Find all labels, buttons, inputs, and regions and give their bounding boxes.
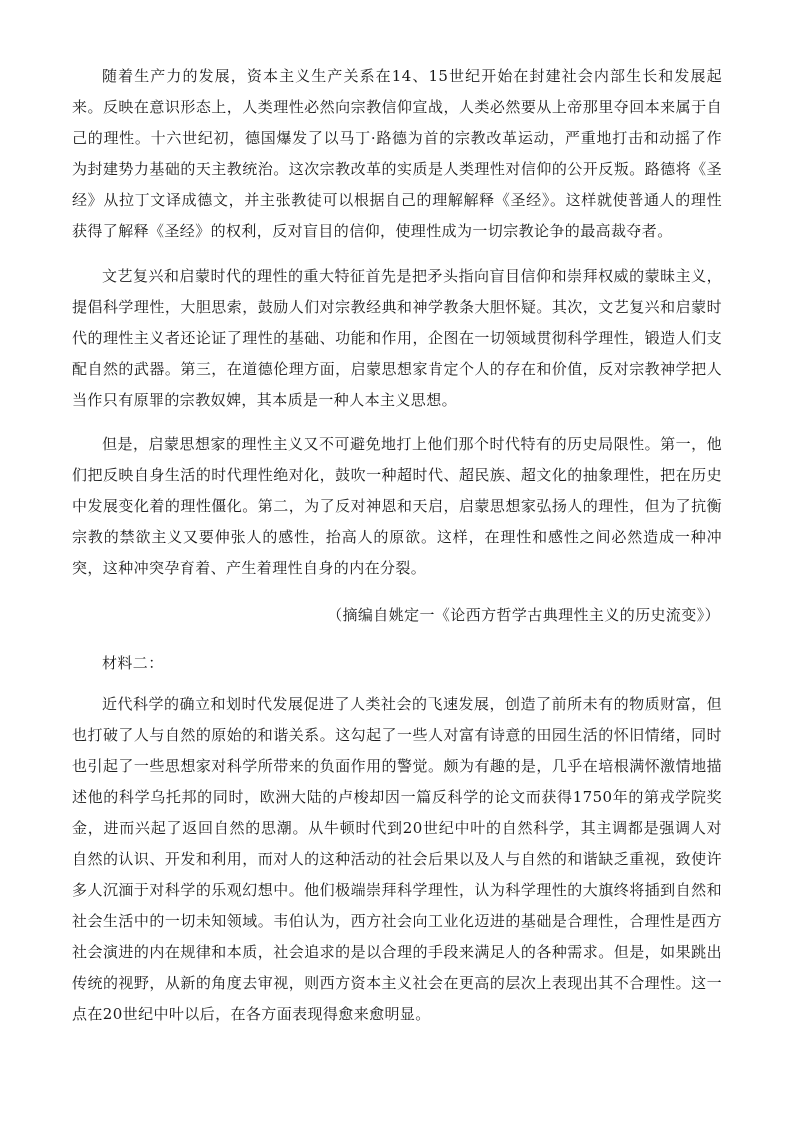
paragraph-2: 文艺复兴和启蒙时代的理性的重大特征首先是把矛头指向盲目信仰和崇拜权威的蒙昧主义，提倡科学理性，大胆思索，鼓励人们对宗教经典和神学教条大胆怀疑。其次，文艺复兴和启蒙时代的理性主义者还论证了理性的基础、功能和作用，企图在一切领域贯彻科学理性，锻造人们支配自然的武器。第三，在道德伦理方面，启蒙思想家肯定个人的存在和价值，反对宗教神学把人当作只有原罪的宗教奴婢，其本质是一种人本主义思想。	[72, 267, 722, 409]
paragraph-3: 但是，启蒙思想家的理性主义又不可避免地打上他们那个时代特有的历史局限性。第一，他们把反映自身生活的时代理性绝对化，鼓吹一种超时代、超民族、超文化的抽象理性，把在历史中发展变化着的理性僵化。第二，为了反对神恩和天启，启蒙思想家弘扬人的理性，但为了抗衡宗教的禁欲主义又要伸张人的感性，抬高人的原欲。这样，在理性和感性之间必然造成一种冲突，这种冲突孕育着、产生着理性自身的内在分裂。	[72, 435, 722, 577]
material-two-heading: 材料二：	[102, 654, 164, 672]
paragraph-1: 随着生产力的发展，资本主义生产关系在14、15世纪开始在封建社会内部生长和发展起来。反映在意识形态上，人类理性必然向宗教信仰宣战，人类必然要从上帝那里夺回本来属于自己的理性。十六世纪初，德国爆发了以马丁·路德为首的宗教改革运动，严重地打击和动摇了作为封建势力基础的天主教统治。这次宗教改革的实质是人类理性对信仰的公开反叛。路德将《圣经》从拉丁文译成德文，并主张教徒可以根据自己的理解解释《圣经》。这样就使普通人的理性获得了解释《圣经》的权利，反对盲目的信仰，使理性成为一切宗教论争的最高裁夺者。	[72, 67, 722, 240]
material-two-paragraph: 近代科学的确立和划时代发展促进了人类社会的飞速发展，创造了前所未有的物质财富，但也打破了人与自然的原始的和谐关系。这勾起了一些人对富有诗意的田园生活的怀旧情绪，同时也引起了一些思想家对科学所带来的负面作用的警觉。颇为有趣的是，几乎在培根满怀激情地描述他的科学乌托邦的同时，欧洲大陆的卢梭却因一篇反科学的论文而获得1750年的第戎学院奖金，进而兴起了返回自然的思潮。从牛顿时代到20世纪中叶的自然科学，其主调都是强调人对自然的认识、开发和利用，而对人的这种活动的社会后果以及人与自然的和谐缺乏重视，致使许多人沉湎于对科学的乐观幻想中。他们极端崇拜科学理性，认为科学理性的大旗终将插到自然和社会生活中的一切未知领域。韦伯认为，西方社会向工业化迈进的基础是合理性，合理性是西方社会演进的内在规律和本质，社会追求的是以合理的手段来满足人的各种需求。但是，如果跳出传统的视野，从新的角度去审视，则西方资本主义社会在更高的层次上表现出其不合理性。这一点在20世纪中叶以后，在各方面表现得愈来愈明显。	[72, 695, 722, 1023]
source-citation: （摘编自姚定一《论西方哲学古典理性主义的历史流变》）	[327, 606, 720, 624]
